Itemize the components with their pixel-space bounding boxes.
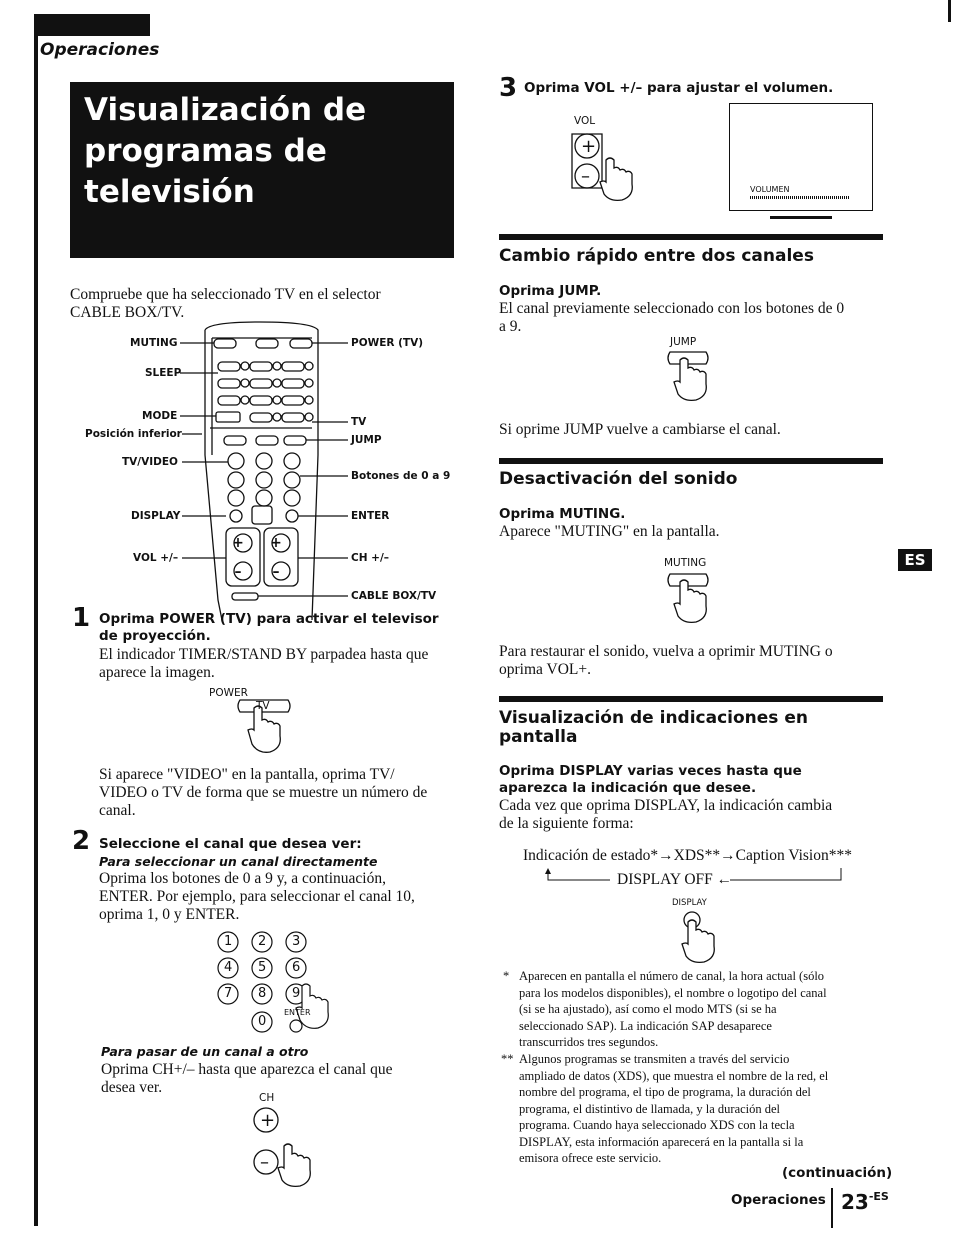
- desact-body: Aparece "MUTING" en la pantalla.: [499, 523, 720, 540]
- svg-text:+: +: [581, 136, 597, 157]
- volumen-label: VOLUMEN: [750, 185, 790, 194]
- cambio-after: Si oprime JUMP vuelve a cambiarse el canal.: [499, 421, 781, 438]
- svg-text:–: –: [260, 1152, 269, 1173]
- svg-text:+: +: [232, 535, 244, 551]
- step3-number: 3: [499, 73, 518, 103]
- page-title: Visualización de programas de televisión: [84, 92, 367, 210]
- enter-label: ENTER: [284, 1008, 311, 1017]
- desact-heading: Desactivación del sonido: [499, 469, 738, 489]
- jump-label: JUMP: [670, 336, 697, 348]
- label-mode: MODE: [142, 410, 178, 422]
- step3-title: Oprima VOL +/– para ajustar el volumen.: [524, 80, 834, 96]
- key-4: 4: [224, 960, 233, 975]
- visual-sub: Oprima DISPLAY varias veces hasta que aparezca la indicación que desee.: [499, 763, 802, 796]
- svg-text:+: +: [270, 535, 282, 551]
- key-8: 8: [258, 986, 267, 1001]
- step2-body2: Oprima CH+/– hasta que aparezca el canal que desea ver.: [101, 1061, 393, 1096]
- label-power: POWER (TV): [351, 337, 424, 349]
- visual-heading: Visualización de indicaciones en pantalla: [499, 708, 808, 747]
- footer-divider: [831, 1188, 833, 1228]
- language-tab: ES: [898, 549, 932, 571]
- step2-sub2: Para pasar de un canal a otro: [101, 1044, 309, 1059]
- page-number: $23^{-ES}$: [841, 1190, 889, 1214]
- label-jump: JUMP: [351, 434, 382, 446]
- continued-label: (continuación): [782, 1165, 893, 1181]
- step2-body: Oprima los botones de 0 a 9 y, a continuación, ENTER. Por ejemplo, para seleccionar el canal 10, oprima 1, 0 y ENTER.: [99, 870, 415, 923]
- svg-text:–: –: [234, 564, 242, 580]
- cambio-sub: Oprima JUMP.: [499, 283, 602, 299]
- label-tvvideo: TV/VIDEO: [122, 456, 178, 468]
- label-display: DISPLAY: [131, 510, 181, 522]
- desact-sub: Oprima MUTING.: [499, 506, 626, 522]
- section-header: Operaciones: [40, 40, 160, 60]
- step1-after: Si aparece "VIDEO" en la pantalla, oprima TV/ VIDEO o TV de forma que se muestre un número de canal.: [99, 766, 428, 819]
- key-6: 6: [292, 960, 301, 975]
- step2-sub1: Para seleccionar un canal directamente: [99, 854, 378, 869]
- label-cablebox: CABLE BOX/TV: [351, 590, 437, 602]
- desact-after: Para restaurar el sonido, vuelva a oprimir MUTING o oprima VOL+.: [499, 643, 833, 678]
- label-muting: MUTING: [130, 337, 178, 349]
- cambio-heading: Cambio rápido entre dos canales: [499, 246, 814, 266]
- label-vol: VOL +/–: [133, 552, 179, 564]
- note-marker-1: *: [503, 969, 510, 983]
- display-label: DISPLAY: [672, 898, 707, 908]
- label-sleep: SLEEP: [145, 367, 182, 379]
- key-5: 5: [258, 960, 267, 975]
- key-3: 3: [292, 934, 301, 949]
- step1-number: 1: [72, 603, 91, 633]
- footer-section: Operaciones: [731, 1192, 826, 1208]
- ch-label: CH: [259, 1092, 275, 1104]
- key-2: 2: [258, 934, 267, 949]
- note-1: Aparecen en pantalla el número de canal, la hora actual (sólo para los modelos disponibles), el nombre o logotipo del canal (si se ha ajustado), así como el modo MTS (si se ha seleccionado SAP). La indicación SAP desaparece transcurridos tres segundos.: [519, 969, 827, 1049]
- key-1: 1: [224, 934, 233, 949]
- step2-title: Seleccione el canal que desea ver:: [99, 836, 362, 852]
- display-button-illustration: [672, 910, 732, 970]
- vol-label: VOL: [574, 115, 596, 127]
- power-button-label: POWER: [209, 687, 248, 699]
- muting-label: MUTING: [664, 557, 707, 569]
- visual-body: Cada vez que oprima DISPLAY, la indicación cambia de la siguiente forma:: [499, 797, 833, 832]
- step2-number: 2: [72, 826, 91, 856]
- power-button-sub: TV: [256, 700, 270, 712]
- intro-text: Compruebe que ha seleccionado TV en el selector CABLE BOX/TV.: [70, 286, 381, 321]
- step1-body: El indicador TIMER/STAND BY parpadea hasta que aparece la imagen.: [99, 646, 429, 681]
- svg-text:+: +: [260, 1110, 276, 1131]
- label-tv: TV: [351, 416, 367, 428]
- label-ch: CH +/–: [351, 552, 390, 564]
- display-flow-line1: Indicación de estado*→XDS**→Caption Vision***: [523, 847, 852, 864]
- label-enter: ENTER: [351, 510, 390, 522]
- note-marker-2: **: [501, 1052, 514, 1066]
- svg-text:–: –: [581, 166, 590, 187]
- svg-text:–: –: [272, 564, 280, 580]
- step1-title: Oprima POWER (TV) para activar el televisor de proyección.: [99, 611, 439, 644]
- key-7: 7: [224, 986, 233, 1001]
- note-2: Algunos programas se transmiten a través del servicio ampliado de datos (XDS), que muestra el nombre de la red, el nombre del programa, el tipo de programa, la duración del programa, el distintivo de llamada, y la duración del programa. Cuando haya seleccionado XDS con la tecla DISPLAY, esta información aparecerá en la pantalla si la emisora ofrece este servicio.: [519, 1052, 829, 1165]
- key-9: 9: [292, 986, 301, 1001]
- key-0: 0: [258, 1014, 267, 1029]
- label-botones: Botones de 0 a 9: [351, 470, 451, 482]
- display-flow-line2: DISPLAY OFF ←: [617, 871, 733, 888]
- cambio-body: El canal previamente seleccionado con los botones de 0 a 9.: [499, 300, 845, 335]
- label-posicion-inferior: Posición inferior: [85, 428, 182, 440]
